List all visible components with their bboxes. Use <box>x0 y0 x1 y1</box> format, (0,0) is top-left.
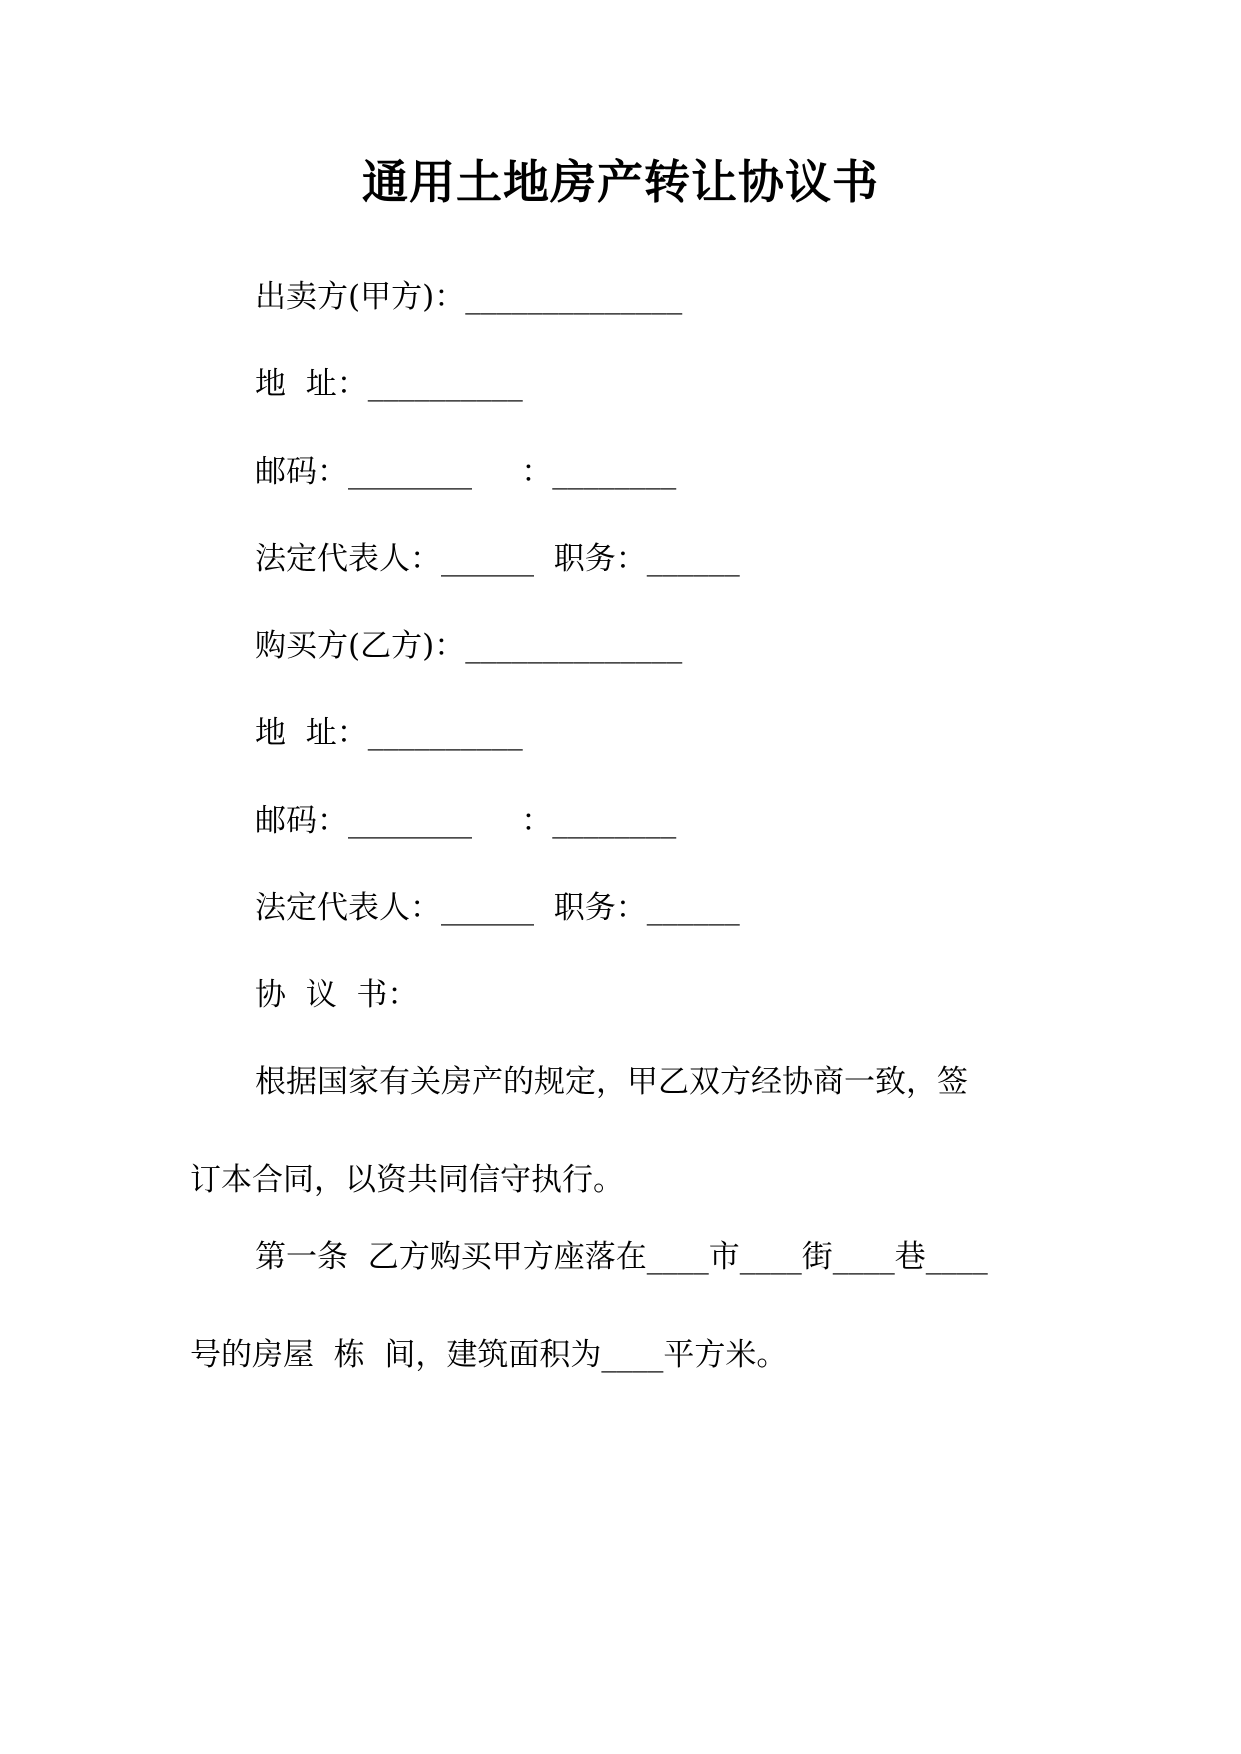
seller-postcode-line: 邮码：________ ：________ <box>255 454 677 490</box>
intro-paragraph-row-1: 根据国家有关房产的规定，甲乙双方经协商一致，签 <box>255 1064 968 1100</box>
document-title: 通用土地房产转让协议书 <box>362 155 879 209</box>
seller-representative-line: 法定代表人：______ 职务：______ <box>255 541 740 577</box>
buyer-line: 购买方(乙方)：______________ <box>255 628 683 664</box>
intro-paragraph-row-2: 订本合同，以资共同信守执行。 <box>190 1162 624 1198</box>
article-one-row-1: 第一条 乙方购买甲方座落在____市____街____巷____ <box>255 1239 988 1275</box>
buyer-address-line: 地 址：__________ <box>255 715 523 751</box>
seller-address-line: 地 址：__________ <box>255 366 523 402</box>
agreement-heading: 协 议 书： <box>255 977 419 1013</box>
buyer-representative-line: 法定代表人：______ 职务：______ <box>255 890 740 926</box>
article-one-paragraph <box>190 1235 1050 1431</box>
buyer-postcode-line: 邮码：________ ：________ <box>255 803 677 839</box>
intro-paragraph <box>190 1060 1050 1256</box>
article-one-row-2: 号的房屋 栋 间，建筑面积为____平方米。 <box>190 1337 788 1373</box>
seller-line: 出卖方(甲方)：______________ <box>255 279 683 315</box>
